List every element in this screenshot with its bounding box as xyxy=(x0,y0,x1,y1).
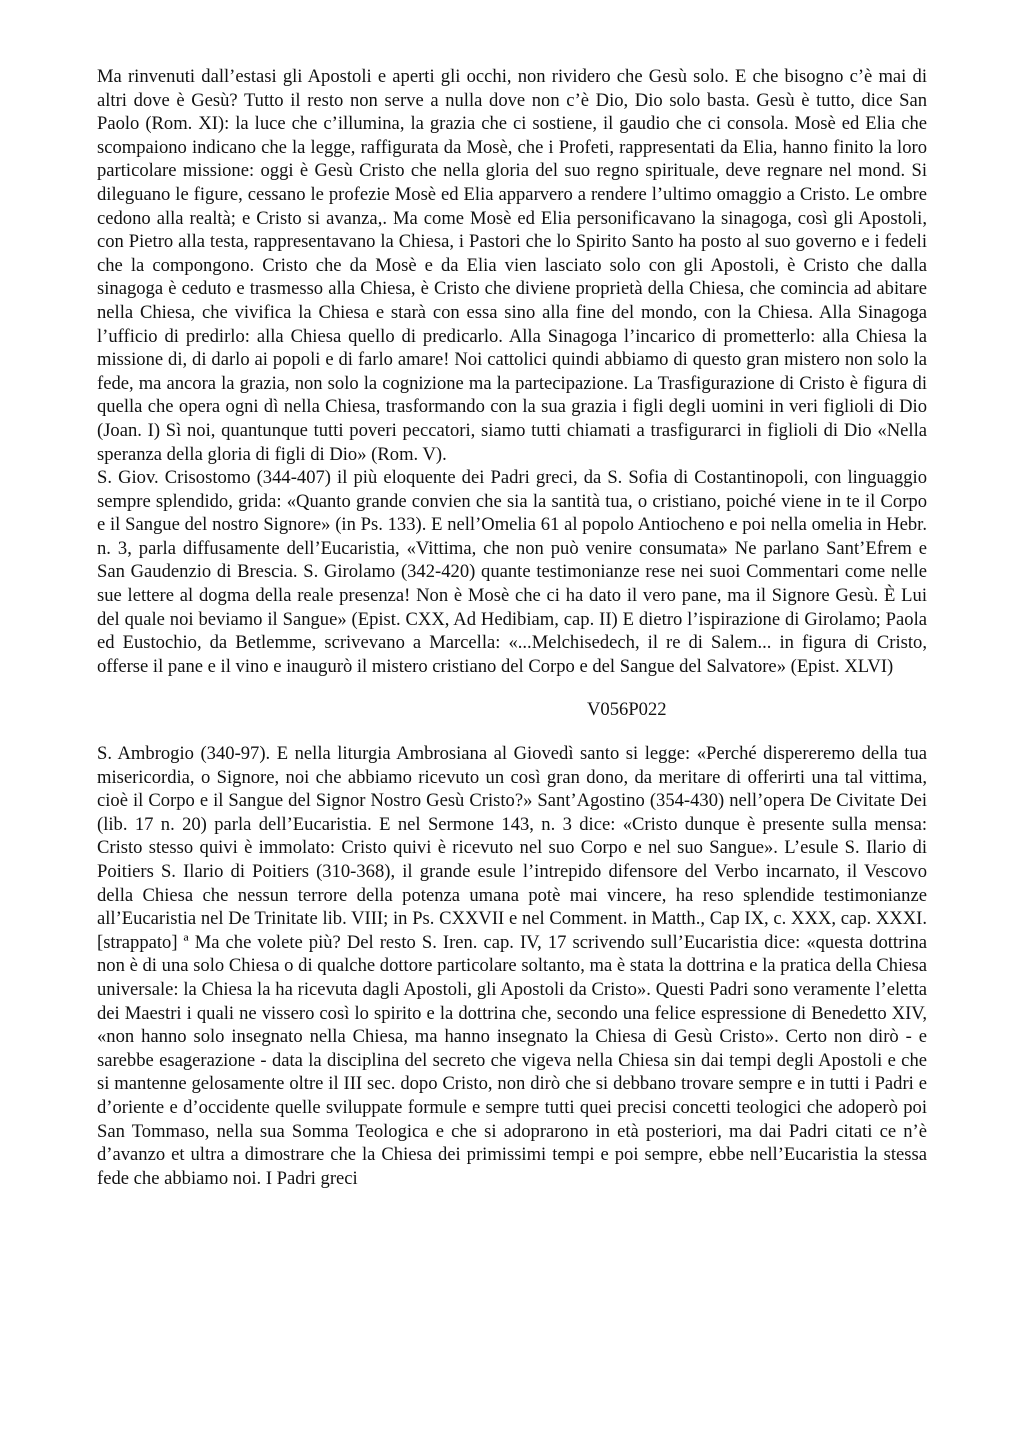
folio-marker xyxy=(97,698,927,722)
paragraph-ambrogio: S. Ambrogio (340-97). E nella liturgia Ambrosiana al Giovedì santo si legge: «Perché dispereremo della tua misericordia, o Signore, noi che abbiamo ricevuto un così gran dono, da meritare di offerirti una tal vittima, cioè il Corpo e il Sangue del Signor Nostro Gesù Cristo?» Sant’Agostino (354-430) nell’opera De Civitate Dei (lib. 17 n. 20) parla dell’Eucaristia. E nel Sermone 143, n. 3 dice: «Cristo dunque è presente sulla mensa: Cristo stesso quivi è immolato: Cristo quivi è ricevuto nel suo Corpo e nel suo Sangue». L’esule S. Ilario di Poitiers S. Ilario di Poitiers (310-368), il grande esule l’intrepido difensore del Verbo incarnato, il Vescovo della Chiesa che nessun terrore della potenza umana potè mai vincere, ha reso splendide testimonianze all’Eucaristia nel De Trinitate lib. VIII; in Ps. CXXVII e nel Comment. in Matth., Cap IX, c. XXX, cap. XXXI. [strappato] ª Ma che volete più? Del resto S. Iren. cap. IV, 17 scrivendo sull’Eucaristia dice: «questa dottrina non è di una solo Chiesa o di qualche dottore particolare soltanto, ma è stata la dottrina e la pratica della Chiesa universale: la Chiesa la ha ricevuta dagli Apostoli, gli Apostoli da Cristo». Questi Padri sono veramente l’eletta dei Maestri i quali ne vissero così lo spirito e la dottrina che, secondo una felice espressione di Benedetto XIV, «non hanno solo insegnato nella Chiesa, ma hanno insegnato la Chiesa di Gesù Cristo». Certo non dirò - e sarebbe esagerazione - data la disciplina del secreto che vigeva nella Chiesa sin dai tempi degli Apostoli e che si mantenne gelosamente oltre il III sec. dopo Cristo, non dirò che si debbano trovare sempre e in tutti i Padri e d’oriente e d’occidente quelle sviluppate formule e sempre tutti quei precisi concetti teologici che adoperò poi San Tommaso, nella sua Somma Teologica e che si adoprarono in età posteriori, ma dai Padri citati ce n’è d’avanzo et ultra a dimostrare che la Chiesa dei primissimi tempi e poi sempre, ebbe nell’Eucaristia la stessa fede che abbiamo noi. I Padri greci xyxy=(97,743,927,1189)
document-page xyxy=(97,65,927,1190)
folio-label: V056P022 xyxy=(587,699,667,721)
paragraph-crisostomo: S. Giov. Crisostomo (344-407) il più eloquente dei Padri greci, da S. Sofia di Costantinopoli, con linguaggio sempre splendido, grida: «Quanto grande convien che sia la santità tua, o cristiano, poiché viene in te il Corpo e il Sangue del nostro Signore» (in Ps. 133). E nell’Omelia 61 al popolo Antiocheno e poi nella omelia in Hebr. n. 3, parla diffusamente dell’Eucaristia, «Vittima, che non può venire consumata» Ne parlano Sant’Efrem e San Gaudenzio di Brescia. S. Girolamo (342-420) quante testimonianze rese nei suoi Commentari come nelle sue lettere al dogma della reale presenza! Non è Mosè che ci ha dato il vero pane, ma il Signore Gesù. È Lui del quale noi beviamo il Sangue» (Epist. CXX, Ad Hedibiam, cap. II) E dietro l’ispirazione di Girolamo; Paola ed Eustochio, da Betlemme, scrivevano a Marcella: «...Melchisedech, il re di Salem... in figura di Cristo, offerse il pane e il vino e inaugurò il mistero cristiano del Corpo e del Sangue del Salvatore» (Epist. XLVI) xyxy=(97,467,927,677)
paragraph-transfiguration: Ma rinvenuti dall’estasi gli Apostoli e aperti gli occhi, non rividero che Gesù solo. E che bisogno c’è mai di altri dove è Gesù? Tutto il resto non serve a nulla dove non c’è Dio, Dio solo basta. Gesù è tutto, dice San Paolo (Rom. XI): la luce che c’illumina, la grazia che ci sostiene, il gaudio che ci consola. Mosè ed Elia che scompaiono indicano che la legge, raffigurata da Mosè, che i Profeti, rappresentati da Elia, hanno finito la loro particolare missione: oggi è Gesù Cristo che nella gloria del suo regno spirituale, deve regnare nel mond. Si dileguano le figure, cessano le profezie Mosè ed Elia apparvero a rendere l’ultimo omaggio a Cristo. Le ombre cedono alla realtà; e Cristo si avanza,. Ma come Mosè ed Elia personificavano la sinagoga, così gli Apostoli, con Pietro alla testa, rappresentavano la Chiesa, i Pastori che lo Spirito Santo ha posto al suo governo e i fedeli che la compongono. Cristo che da Mosè e da Elia vien lasciato solo con gli Apostoli, è Cristo che dalla sinagoga è ceduto e trasmesso alla Chiesa, è Cristo che diviene proprietà della Chiesa, che comincia ad abitare nella Chiesa, che vivifica la Chiesa e starà con essa sino alla fine del mondo, con la Chiesa. Alla Sinagoga l’ufficio di predirlo: alla Chiesa quello di predicarlo. Alla Sinagoga l’incarico di prometterlo: alla Chiesa la missione di, di darlo ai popoli e di farlo amare! Noi cattolici quindi abbiamo di questo gran mistero non solo la fede, ma ancora la grazia, non solo la cognizione ma la partecipazione. La Trasfigurazione di Cristo è figura di quella che opera ogni dì nella Chiesa, trasformando con la sua grazia i figli degli uomini in veri figlioli di Dio (Joan. I) Sì noi, quantunque tutti poveri peccatori, siamo tutti chiamati a trasfigurarci in figlioli di Dio «Nella speranza della gloria di figli di Dio» (Rom. V). xyxy=(97,66,927,465)
